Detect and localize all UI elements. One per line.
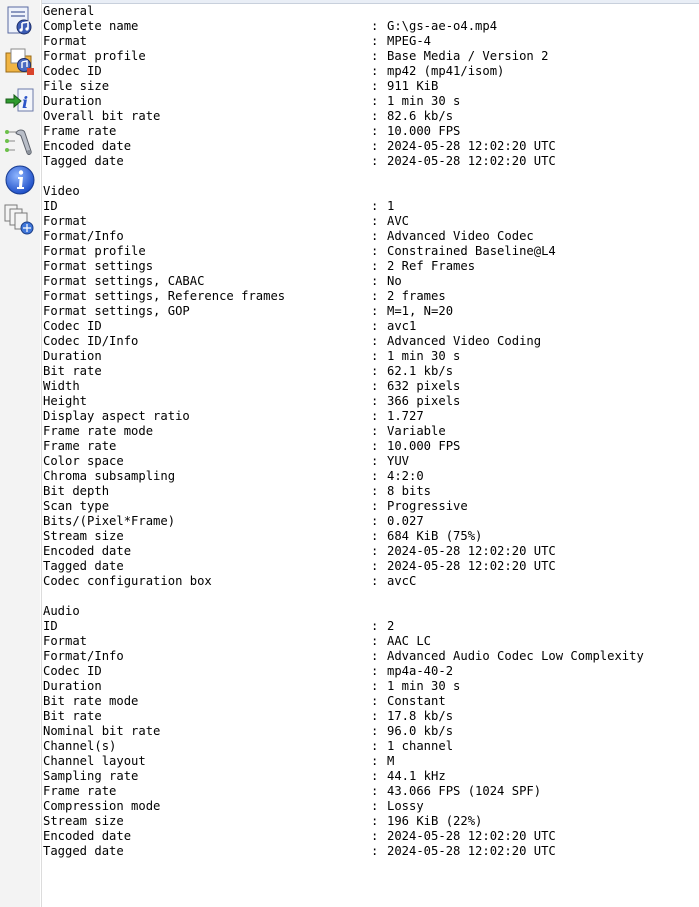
info-key: Format settings, Reference frames <box>43 289 286 303</box>
info-row <box>43 109 693 124</box>
info-value: Constrained Baseline@L4 <box>387 244 556 258</box>
info-separator: : <box>371 139 379 153</box>
info-value: 96.0 kb/s <box>387 724 454 738</box>
info-key: Channel(s) <box>43 739 117 753</box>
info-row <box>43 814 693 829</box>
info-key: Stream size <box>43 529 124 543</box>
info-key: Format <box>43 214 88 228</box>
preferences-button[interactable] <box>3 124 37 158</box>
info-separator: : <box>371 814 379 828</box>
section-title: General <box>43 4 95 18</box>
info-value: M <box>387 754 395 768</box>
info-row <box>43 259 693 274</box>
info-row <box>43 514 693 529</box>
info-key: Format profile <box>43 49 146 63</box>
info-row <box>43 784 693 799</box>
info-value: mp42 (mp41/isom) <box>387 64 505 78</box>
info-key: Format settings, GOP <box>43 304 190 318</box>
info-row <box>43 334 693 349</box>
info-separator: : <box>371 379 379 393</box>
info-separator: : <box>371 754 379 768</box>
info-separator: : <box>371 709 379 723</box>
info-key: Height <box>43 394 88 408</box>
info-row <box>43 244 693 259</box>
info-key: Tagged date <box>43 844 124 858</box>
info-key: Frame rate <box>43 784 117 798</box>
info-value: 17.8 kb/s <box>387 709 454 723</box>
info-key: Format settings, CABAC <box>43 274 205 288</box>
info-row <box>43 94 693 109</box>
info-row <box>43 499 693 514</box>
open-file-button[interactable] <box>3 4 37 38</box>
info-row <box>43 469 693 484</box>
info-value: Advanced Video Coding <box>387 334 542 348</box>
open-file-icon <box>3 4 37 38</box>
info-value: 2024-05-28 12:02:20 UTC <box>387 544 556 558</box>
info-separator: : <box>371 409 379 423</box>
info-separator: : <box>371 199 379 213</box>
info-value: 2 <box>387 619 395 633</box>
info-row <box>43 769 693 784</box>
info-value: 44.1 kHz <box>387 769 446 783</box>
info-separator: : <box>371 34 379 48</box>
info-separator: : <box>371 319 379 333</box>
info-key: Format/Info <box>43 649 124 663</box>
info-separator: : <box>371 844 379 858</box>
info-value: Constant <box>387 694 446 708</box>
info-key: Format profile <box>43 244 146 258</box>
info-separator: : <box>371 529 379 543</box>
svg-text:i: i <box>22 93 29 112</box>
info-key: Channel layout <box>43 754 146 768</box>
info-row <box>43 364 693 379</box>
info-key: Duration <box>43 94 102 108</box>
mediainfo-report <box>43 4 693 859</box>
info-separator: : <box>371 64 379 78</box>
info-value: MPEG-4 <box>387 34 432 48</box>
info-key: Bit rate <box>43 709 102 723</box>
info-separator: : <box>371 739 379 753</box>
export-icon <box>3 84 37 118</box>
info-key: Overall bit rate <box>43 109 161 123</box>
info-key: Frame rate <box>43 439 117 453</box>
info-value: 2024-05-28 12:02:20 UTC <box>387 139 556 153</box>
info-value: 43.066 FPS (1024 SPF) <box>387 784 542 798</box>
info-row <box>43 454 693 469</box>
info-separator: : <box>371 574 379 588</box>
info-separator: : <box>371 649 379 663</box>
info-separator: : <box>371 619 379 633</box>
info-value: Progressive <box>387 499 468 513</box>
info-key: Nominal bit rate <box>43 724 161 738</box>
info-value: 2024-05-28 12:02:20 UTC <box>387 559 556 573</box>
about-button[interactable] <box>3 163 37 197</box>
info-separator: : <box>371 229 379 243</box>
info-row <box>43 529 693 544</box>
info-row <box>43 844 693 859</box>
info-separator: : <box>371 364 379 378</box>
info-row <box>43 49 693 64</box>
info-key: Bit rate <box>43 364 102 378</box>
info-row <box>43 829 693 844</box>
info-row <box>43 34 693 49</box>
info-row <box>43 724 693 739</box>
sidebar-toolbar <box>0 0 40 907</box>
info-key: Frame rate mode <box>43 424 154 438</box>
info-key: Tagged date <box>43 154 124 168</box>
info-row <box>43 79 693 94</box>
open-folder-icon <box>3 44 37 78</box>
info-row <box>43 349 693 364</box>
info-separator: : <box>371 799 379 813</box>
info-row <box>43 559 693 574</box>
info-value: 1 min 30 s <box>387 679 461 693</box>
info-value: avcC <box>387 574 417 588</box>
info-separator: : <box>371 724 379 738</box>
info-row <box>43 379 693 394</box>
info-key: Width <box>43 379 80 393</box>
info-row <box>43 619 693 634</box>
info-value: 1 <box>387 199 395 213</box>
info-value: Advanced Audio Codec Low Complexity <box>387 649 644 663</box>
info-separator: : <box>371 94 379 108</box>
info-value: 0.027 <box>387 514 424 528</box>
info-key: Chroma subsampling <box>43 469 176 483</box>
info-value: 2024-05-28 12:02:20 UTC <box>387 829 556 843</box>
info-row <box>43 319 693 334</box>
info-separator: : <box>371 214 379 228</box>
info-key: ID <box>43 199 58 213</box>
info-row <box>43 214 693 229</box>
info-value: 366 pixels <box>387 394 461 408</box>
info-separator: : <box>371 259 379 273</box>
info-separator: : <box>371 19 379 33</box>
info-row <box>43 19 693 34</box>
info-row <box>43 664 693 679</box>
export-button[interactable] <box>3 84 37 118</box>
info-key: Tagged date <box>43 559 124 573</box>
info-value: 8 bits <box>387 484 432 498</box>
info-key: Encoded date <box>43 829 132 843</box>
info-separator: : <box>371 484 379 498</box>
info-value: 632 pixels <box>387 379 461 393</box>
info-separator: : <box>371 124 379 138</box>
info-key: Complete name <box>43 19 139 33</box>
info-key: Display aspect ratio <box>43 409 190 423</box>
info-key: File size <box>43 79 110 93</box>
info-value: AVC <box>387 214 410 228</box>
info-row <box>43 229 693 244</box>
info-value: 196 KiB (22%) <box>387 814 483 828</box>
info-separator: : <box>371 49 379 63</box>
info-key: Encoded date <box>43 544 132 558</box>
info-key: Codec configuration box <box>43 574 212 588</box>
info-row <box>43 154 693 169</box>
info-value: Lossy <box>387 799 424 813</box>
info-value: 1.727 <box>387 409 424 423</box>
section-title: Audio <box>43 604 80 618</box>
info-separator: : <box>371 514 379 528</box>
info-key: Duration <box>43 349 102 363</box>
info-key: Format <box>43 34 88 48</box>
info-value: 684 KiB (75%) <box>387 529 483 543</box>
info-separator: : <box>371 109 379 123</box>
about-icon <box>3 163 37 197</box>
info-value: 4:2:0 <box>387 469 424 483</box>
info-key: Codec ID/Info <box>43 334 139 348</box>
info-value: 2 Ref Frames <box>387 259 476 273</box>
info-value: 1 min 30 s <box>387 94 461 108</box>
info-row <box>43 634 693 649</box>
other-tools-icon <box>3 202 37 236</box>
info-value: 2 frames <box>387 289 446 303</box>
info-key: Scan type <box>43 499 110 513</box>
info-key: Format/Info <box>43 229 124 243</box>
info-row <box>43 754 693 769</box>
info-separator: : <box>371 499 379 513</box>
info-separator: : <box>371 634 379 648</box>
info-key: Color space <box>43 454 124 468</box>
section-video <box>43 184 693 589</box>
info-key: Codec ID <box>43 319 102 333</box>
info-value: AAC LC <box>387 634 432 648</box>
info-row <box>43 274 693 289</box>
info-row <box>43 649 693 664</box>
info-key: ID <box>43 619 58 633</box>
info-value: Variable <box>387 424 446 438</box>
info-separator: : <box>371 424 379 438</box>
info-row <box>43 694 693 709</box>
info-row <box>43 544 693 559</box>
info-separator: : <box>371 469 379 483</box>
info-separator: : <box>371 694 379 708</box>
info-key: Encoded date <box>43 139 132 153</box>
info-value: avc1 <box>387 319 417 333</box>
info-separator: : <box>371 304 379 318</box>
info-separator: : <box>371 439 379 453</box>
info-row <box>43 64 693 79</box>
info-row <box>43 439 693 454</box>
info-value: No <box>387 274 402 288</box>
info-separator: : <box>371 334 379 348</box>
info-row <box>43 409 693 424</box>
info-key: Compression mode <box>43 799 161 813</box>
info-separator: : <box>371 784 379 798</box>
info-row <box>43 709 693 724</box>
info-value: Advanced Video Codec <box>387 229 534 243</box>
info-key: Bits/(Pixel*Frame) <box>43 514 176 528</box>
info-key: Bit rate mode <box>43 694 139 708</box>
info-separator: : <box>371 559 379 573</box>
info-separator: : <box>371 244 379 258</box>
info-row <box>43 799 693 814</box>
info-value: 1 min 30 s <box>387 349 461 363</box>
info-row <box>43 424 693 439</box>
info-row <box>43 484 693 499</box>
info-separator: : <box>371 349 379 363</box>
info-value: G:\gs-ae-o4.mp4 <box>387 19 498 33</box>
info-separator: : <box>371 829 379 843</box>
info-key: Codec ID <box>43 664 102 678</box>
info-value: 2024-05-28 12:02:20 UTC <box>387 844 556 858</box>
info-key: Duration <box>43 679 102 693</box>
info-row <box>43 289 693 304</box>
info-value: 911 KiB <box>387 79 439 93</box>
info-separator: : <box>371 769 379 783</box>
info-value: M=1, N=20 <box>387 304 454 318</box>
info-value: mp4a-40-2 <box>387 664 454 678</box>
section-general <box>43 4 693 169</box>
info-separator: : <box>371 154 379 168</box>
info-row <box>43 199 693 214</box>
info-key: Frame rate <box>43 124 117 138</box>
info-key: Bit depth <box>43 484 110 498</box>
info-key: Format <box>43 634 88 648</box>
info-row <box>43 139 693 154</box>
info-value: Base Media / Version 2 <box>387 49 549 63</box>
open-folder-button[interactable] <box>3 44 37 78</box>
info-separator: : <box>371 394 379 408</box>
info-row <box>43 124 693 139</box>
info-row <box>43 304 693 319</box>
info-separator: : <box>371 664 379 678</box>
section-title: Video <box>43 184 80 198</box>
info-separator: : <box>371 679 379 693</box>
info-separator: : <box>371 454 379 468</box>
preferences-icon <box>3 124 37 158</box>
info-value: 1 channel <box>387 739 454 753</box>
info-value: 10.000 FPS <box>387 124 461 138</box>
info-value: YUV <box>387 454 410 468</box>
info-separator: : <box>371 544 379 558</box>
info-row <box>43 679 693 694</box>
sidebar-divider <box>40 0 42 907</box>
info-separator: : <box>371 79 379 93</box>
info-key: Sampling rate <box>43 769 139 783</box>
info-key: Codec ID <box>43 64 102 78</box>
info-value: 62.1 kb/s <box>387 364 454 378</box>
info-key: Format settings <box>43 259 154 273</box>
info-value: 2024-05-28 12:02:20 UTC <box>387 154 556 168</box>
info-separator: : <box>371 289 379 303</box>
info-value: 82.6 kb/s <box>387 109 454 123</box>
other-tools-button[interactable] <box>3 202 37 236</box>
info-separator: : <box>371 274 379 288</box>
info-row <box>43 574 693 589</box>
info-value: 10.000 FPS <box>387 439 461 453</box>
section-audio <box>43 604 693 859</box>
info-key: Stream size <box>43 814 124 828</box>
info-row <box>43 394 693 409</box>
info-row <box>43 739 693 754</box>
